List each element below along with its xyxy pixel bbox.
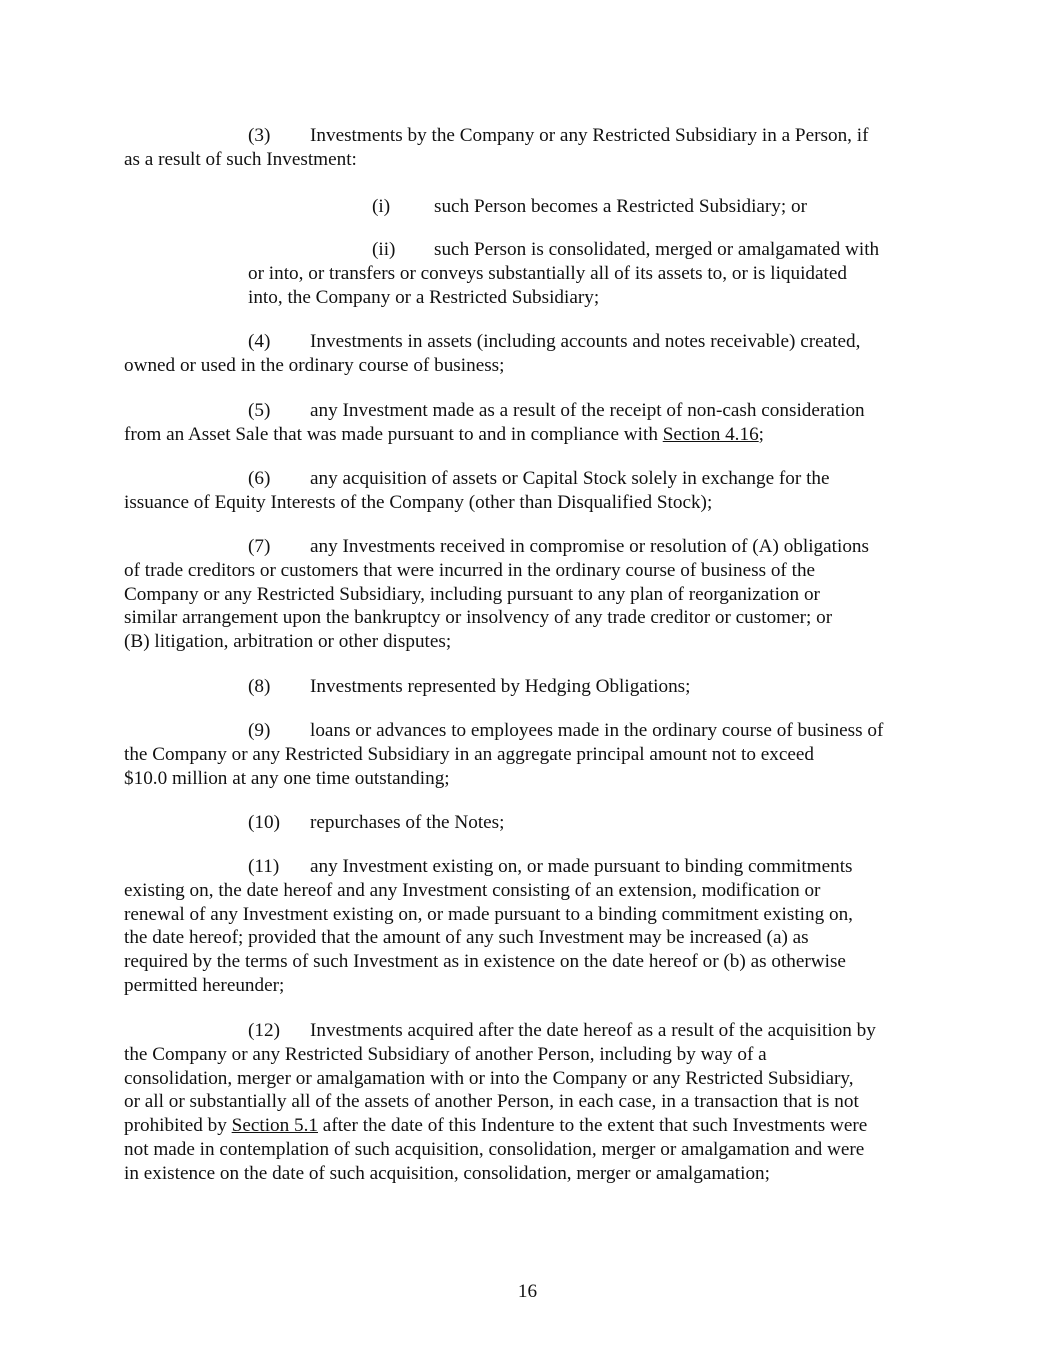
paragraph-number: (3) bbox=[248, 125, 271, 146]
paragraph-text: the date hereof; provided that the amount of any such Investment may be increased (a) as bbox=[124, 927, 809, 949]
paragraph-text: Company or any Restricted Subsidiary, including pursuant to any plan of reorganization or bbox=[124, 583, 820, 605]
paragraph-text: $10.0 million at any one time outstanding; bbox=[124, 767, 450, 789]
paragraph-text: consolidation, merger or amalgamation with or into the Company or any Restricted Subsidiary, bbox=[124, 1067, 854, 1089]
paragraph-number: (8) bbox=[248, 676, 271, 697]
paragraph-text: issuance of Equity Interests of the Company (other than Disqualified Stock); bbox=[124, 491, 713, 513]
paragraph-text: from an Asset Sale that was made pursuant to and in compliance with bbox=[124, 423, 663, 445]
paragraph-4 bbox=[124, 330, 860, 378]
paragraph-9 bbox=[124, 719, 883, 790]
paragraph-text: (B) litigation, arbitration or other disputes; bbox=[124, 631, 452, 653]
paragraph-text: in existence on the date of such acquisition, consolidation, merger or amalgamation; bbox=[124, 1162, 770, 1184]
paragraph-text: repurchases of the Notes; bbox=[310, 812, 505, 833]
paragraph-number: (12) bbox=[248, 1020, 280, 1041]
paragraph-10 bbox=[124, 811, 504, 835]
paragraph-7 bbox=[124, 535, 869, 654]
paragraph-text: into, the Company or a Restricted Subsidiary; bbox=[248, 286, 600, 308]
paragraph-number: (6) bbox=[248, 468, 271, 489]
paragraph-number: (4) bbox=[248, 331, 271, 352]
paragraph-text: loans or advances to employees made in the ordinary course of business of bbox=[310, 720, 884, 741]
paragraph-number: (5) bbox=[248, 400, 271, 421]
paragraph-text: any Investments received in compromise or resolution of (A) obligations bbox=[310, 536, 869, 557]
paragraph-text: any acquisition of assets or Capital Stock solely in exchange for the bbox=[310, 468, 830, 489]
paragraph-text: or into, or transfers or conveys substantially all of its assets to, or is liquidated bbox=[248, 262, 847, 284]
paragraph-text: existing on, the date hereof and any Investment consisting of an extension, modification or bbox=[124, 879, 821, 901]
paragraph-text: of trade creditors or customers that were incurred in the ordinary course of business of the bbox=[124, 559, 816, 581]
paragraph-8 bbox=[124, 675, 690, 699]
paragraph-i bbox=[124, 195, 807, 219]
paragraph-number: (9) bbox=[248, 720, 271, 741]
paragraph-text: not made in contemplation of such acquisition, consolidation, merger or amalgamation and were bbox=[124, 1138, 865, 1160]
paragraph-text: prohibited by bbox=[124, 1115, 232, 1137]
paragraph-text: ; bbox=[758, 423, 765, 445]
paragraph-text: the Company or any Restricted Subsidiary in an aggregate principal amount not to exceed bbox=[124, 743, 815, 765]
section-5-1-link[interactable]: Section 5.1 bbox=[231, 1115, 318, 1137]
section-4-16-link[interactable]: Section 4.16 bbox=[662, 423, 759, 445]
paragraph-text: the Company or any Restricted Subsidiary of another Person, including by way of a bbox=[124, 1043, 767, 1065]
paragraph-text: Investments acquired after the date hereof as a result of the acquisition by bbox=[310, 1020, 876, 1041]
paragraph-text: such Person becomes a Restricted Subsidiary; or bbox=[434, 196, 808, 217]
paragraph-ii bbox=[124, 238, 879, 309]
paragraph-number: (10) bbox=[248, 812, 280, 833]
paragraph-text: Investments in assets (including accounts and notes receivable) created, bbox=[310, 331, 861, 352]
paragraph-number: (11) bbox=[248, 856, 280, 877]
paragraph-number: (ii) bbox=[372, 239, 396, 260]
paragraph-number: (i) bbox=[372, 196, 391, 217]
paragraph-text: similar arrangement upon the bankruptcy or insolvency of any trade creditor or customer; or bbox=[124, 607, 833, 629]
paragraph-text: any Investment existing on, or made pursuant to binding commitments bbox=[310, 856, 853, 877]
paragraph-text: Investments represented by Hedging Obligations; bbox=[310, 676, 691, 697]
page-number: 16 bbox=[517, 1281, 538, 1302]
paragraph-text: as a result of such Investment: bbox=[124, 148, 357, 170]
paragraph-text: required by the terms of such Investment as in existence on the date hereof or (b) as otherwise bbox=[124, 951, 846, 973]
paragraph-3 bbox=[124, 124, 868, 172]
paragraph-text: any Investment made as a result of the receipt of non-cash consideration bbox=[310, 400, 865, 421]
paragraph-12 bbox=[124, 1019, 876, 1186]
paragraph-text: or all or substantially all of the assets of another Person, in each case, in a transaction that is not bbox=[124, 1091, 859, 1113]
paragraph-11 bbox=[124, 855, 853, 998]
paragraph-text: Investments by the Company or any Restricted Subsidiary in a Person, if bbox=[310, 125, 869, 146]
paragraph-text: after the date of this Indenture to the extent that such Investments were bbox=[318, 1115, 868, 1137]
paragraph-6 bbox=[124, 467, 830, 515]
paragraph-text: owned or used in the ordinary course of business; bbox=[124, 354, 505, 376]
paragraph-number: (7) bbox=[248, 536, 271, 557]
paragraph-5 bbox=[124, 399, 865, 447]
paragraph-text: permitted hereunder; bbox=[124, 974, 285, 996]
paragraph-text: renewal of any Investment existing on, or made pursuant to a binding commitment existing on, bbox=[124, 903, 853, 925]
paragraph-text: such Person is consolidated, merged or amalgamated with bbox=[434, 239, 880, 260]
